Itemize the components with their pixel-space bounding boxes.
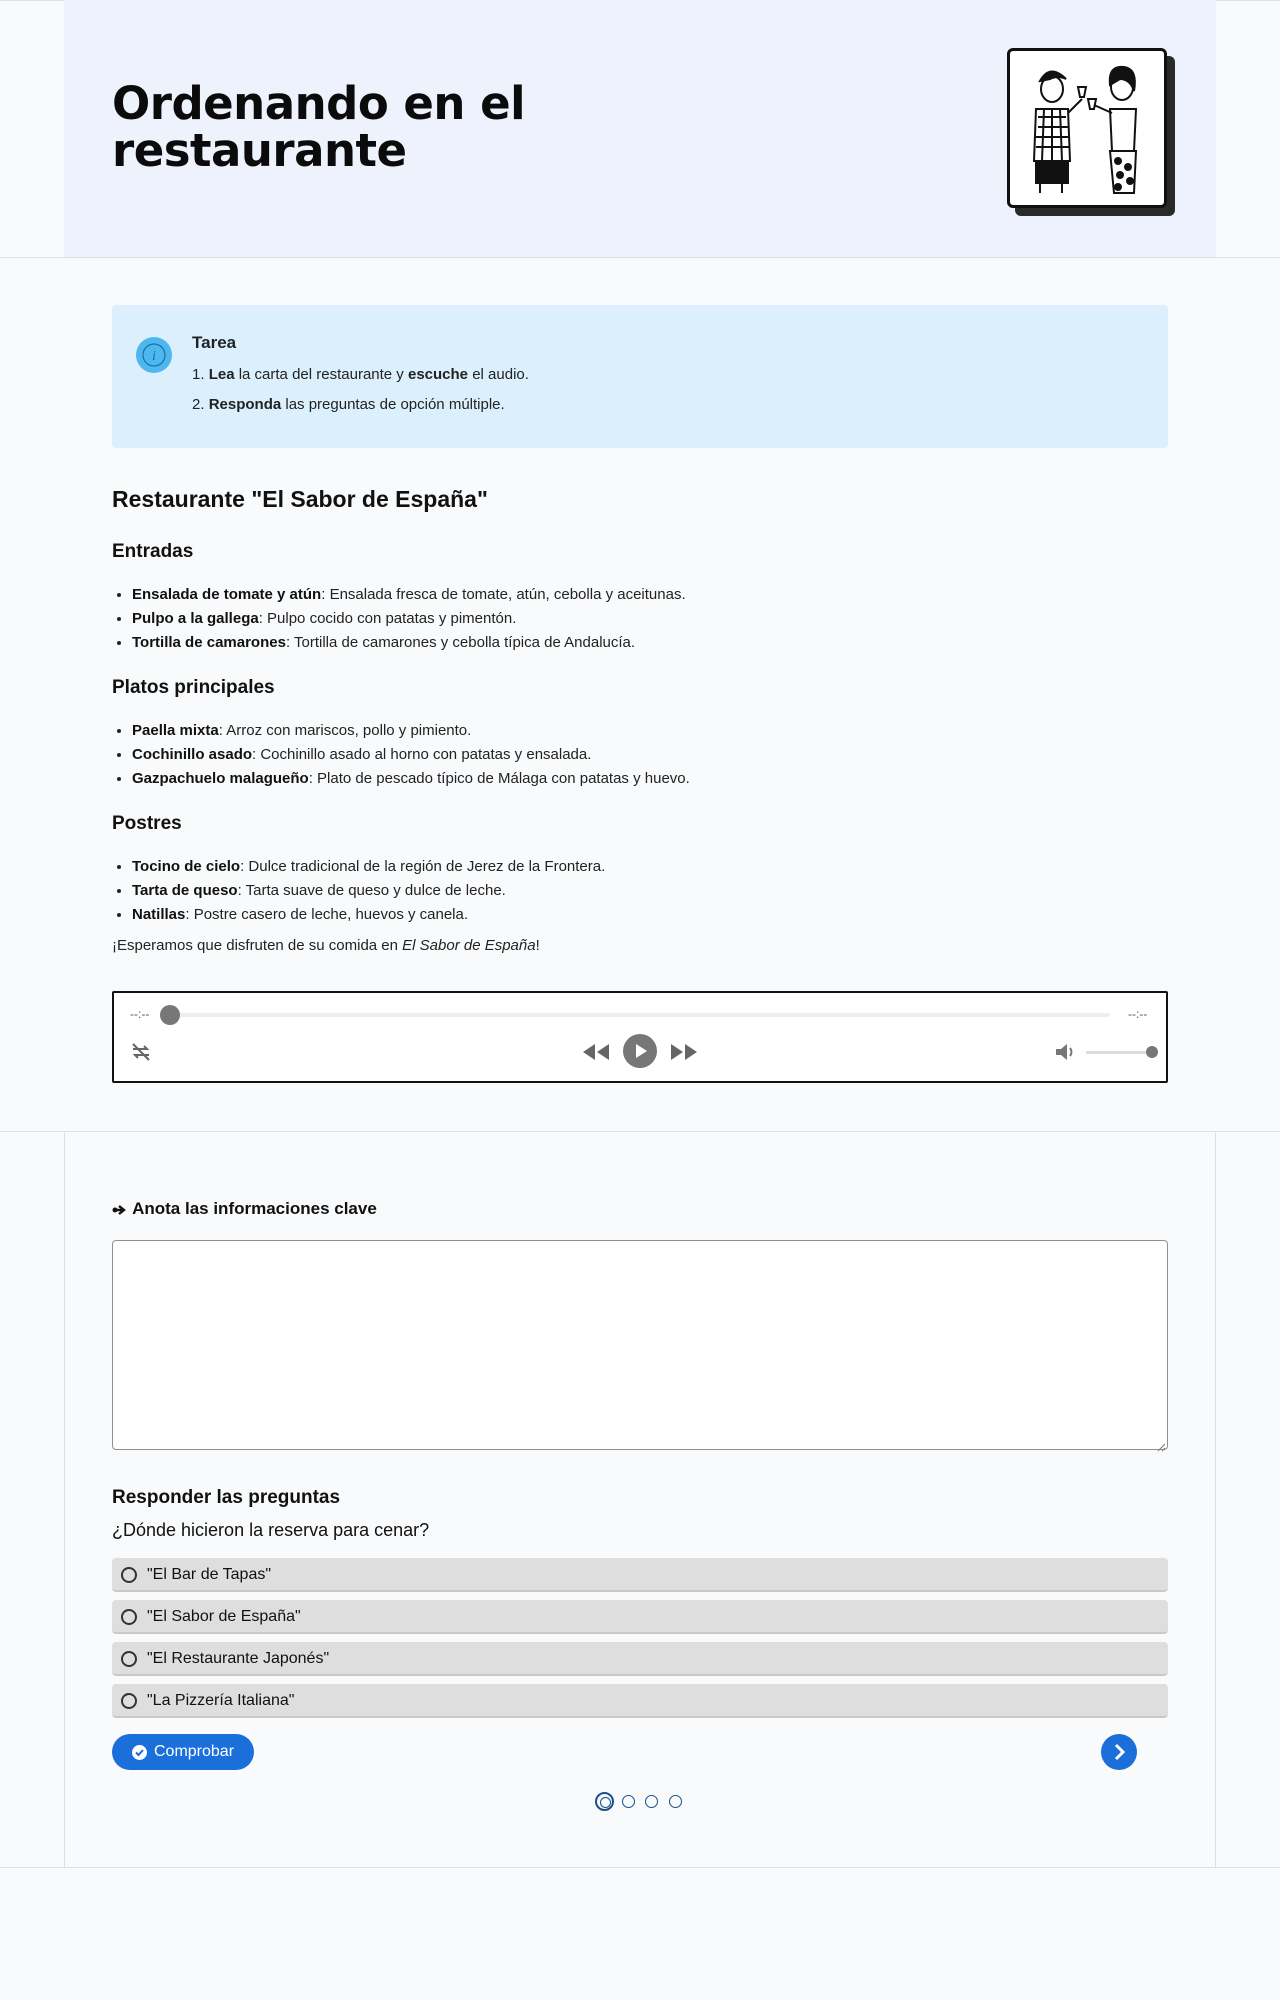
pagination-dot[interactable] — [645, 1795, 658, 1808]
closing-message: ¡Esperamos que disfruten de su comida en El Sabor de España! — [112, 937, 540, 954]
menu-list-entradas — [132, 585, 686, 657]
answer-option[interactable] — [112, 1684, 1168, 1718]
quiz-heading: Responder las preguntas — [112, 1487, 341, 1508]
menu-item: • Natillas: Postre casero de leche, huevos y canela. — [132, 905, 605, 929]
answer-label: "El Sabor de España" — [147, 1608, 301, 1625]
play-button[interactable] — [623, 1034, 657, 1073]
svg-text:i: i — [152, 349, 156, 364]
menu-list-postres — [132, 857, 605, 929]
audio-player — [112, 991, 1168, 1083]
fast-forward-icon[interactable] — [670, 1042, 698, 1067]
check-circle-icon — [132, 1745, 147, 1760]
task-step: 2. Responda las preguntas de opción múltiple. — [192, 396, 505, 413]
section-heading-platos: Platos principales — [112, 677, 275, 698]
pagination-dot[interactable] — [622, 1795, 635, 1808]
section-heading-postres: Postres — [112, 813, 182, 834]
rewind-icon[interactable] — [582, 1042, 610, 1067]
check-button-label: Comprobar — [154, 1743, 235, 1760]
couple-toasting-illustration — [1007, 48, 1167, 208]
time-current: --:-- — [130, 1007, 150, 1021]
task-callout — [112, 305, 1168, 448]
progress-handle[interactable] — [160, 1005, 180, 1025]
volume-handle[interactable] — [1146, 1046, 1158, 1058]
menu-item: • Ensalada de tomate y atún: Ensalada fresca de tomate, atún, cebolla y aceitunas. — [132, 585, 686, 609]
menu-item: • Tarta de queso: Tarta suave de queso y dulce de leche. — [132, 881, 605, 905]
radio-button[interactable] — [121, 1567, 137, 1583]
radio-button[interactable] — [121, 1609, 137, 1625]
info-icon — [136, 337, 172, 373]
answer-option[interactable] — [112, 1642, 1168, 1676]
restaurant-title: Restaurante "El Sabor de España" — [112, 486, 488, 512]
menu-item: • Tortilla de camarones: Tortilla de camarones y cebolla típica de Andalucía. — [132, 633, 686, 657]
check-button[interactable] — [112, 1734, 254, 1770]
notes-heading: Anota las informaciones clave — [112, 1199, 377, 1219]
menu-item: • Paella mixta: Arroz con mariscos, pollo y pimiento. — [132, 721, 690, 745]
volume-icon[interactable] — [1054, 1042, 1078, 1067]
chevron-right-icon — [1101, 1734, 1137, 1770]
radio-button[interactable] — [121, 1651, 137, 1667]
answer-label: "La Pizzería Italiana" — [147, 1692, 295, 1709]
menu-item: • Tocino de cielo: Dulce tradicional de la región de Jerez de la Frontera. — [132, 857, 605, 881]
pagination-dot[interactable] — [669, 1795, 682, 1808]
menu-item: • Cochinillo asado: Cochinillo asado al horno con patatas y ensalada. — [132, 745, 690, 769]
menu-item: • Pulpo a la gallega: Pulpo cocido con patatas y pimentón. — [132, 609, 686, 633]
answer-label: "El Bar de Tapas" — [147, 1566, 272, 1583]
pagination-dot-active[interactable] — [595, 1792, 614, 1811]
menu-list-platos — [132, 721, 690, 793]
radio-button[interactable] — [121, 1693, 137, 1709]
task-step: 1. Lea la carta del restaurante y escuche el audio. — [192, 366, 529, 383]
time-total: --:-- — [1128, 1007, 1148, 1021]
section-heading-entradas: Entradas — [112, 541, 194, 562]
question-text: ¿Dónde hicieron la reserva para cenar? — [112, 1520, 430, 1540]
task-steps — [192, 365, 529, 425]
repeat-icon[interactable] — [130, 1041, 152, 1068]
answer-option[interactable] — [112, 1558, 1168, 1592]
menu-item: • Gazpachuelo malagueño: Plato de pescado típico de Málaga con patatas y huevo. — [132, 769, 690, 793]
header-banner — [64, 0, 1216, 257]
resize-grip-icon[interactable] — [1157, 1439, 1166, 1448]
answer-label: "El Restaurante Japonés" — [147, 1650, 330, 1667]
notes-textarea[interactable] — [112, 1240, 1168, 1450]
next-button[interactable] — [1101, 1734, 1137, 1770]
task-title: Tarea — [192, 333, 237, 352]
answer-option[interactable] — [112, 1600, 1168, 1634]
progress-track[interactable] — [170, 1013, 1110, 1017]
page-title: Ordenando en el restaurante — [112, 77, 526, 177]
pencil-arrow-icon — [112, 1199, 132, 1218]
